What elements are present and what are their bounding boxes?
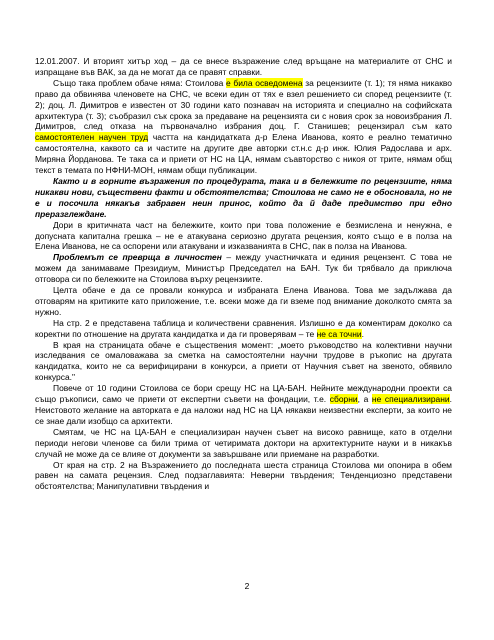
highlight-informed: е била осведомена xyxy=(226,77,303,88)
paragraph-11: От края на стр. 2 на Възражението до последната шеста страница Стоилова ми опонира в обем равен на самата рецензия. След подзаглавията: Неверни твърдения; Тенденциозно представени обстоятелства; Манипулативни твърдения и xyxy=(35,459,452,492)
highlight-independent-work: самостоятелен научен труд xyxy=(35,132,149,143)
highlight-not-specialized: не специализирани xyxy=(371,394,450,405)
paragraph-1: 12.01.2007. И вторият хитър ход – да се внесе възражение след връщане на материалите от СНС и изпращане във ВАК, за да не могат да се правят справки. xyxy=(35,56,452,77)
highlight-collective: сборни xyxy=(329,394,358,405)
paragraph-5: Проблемът се преврща в личностен – между участничката и единия рецензент. С това не можем да занимаваме Президиум, Министър Председател на БАН. Тук би трябвало да приключа отговора си по бележките на Стоилова върху рецензиите. xyxy=(35,252,452,285)
page-number: 2 xyxy=(244,581,250,591)
paragraph-6: Целта обаче е да се провали конкурса и избраната Елена Иванова. Това ме задължава да отговарям на критиките като приложение, т.е. всеки може да ги вземе под внимание доколкото смята за нужно. xyxy=(35,285,452,317)
paragraph-10: Смятам, че НС на ЦА-БАН е специализиран научен съвет на високо равнище, като в отделни периоди негови членове са били трима от четиримата доктори на архитектурните науки и в никакъв случай не може да се влияе от документи за завършване или приемане на разработки. xyxy=(35,426,452,459)
highlight-not-accurate: не са точни xyxy=(316,328,362,339)
paragraph-9: Повече от 10 години Стоилова се бори срещу НС на ЦА-БАН. Нейните международни проекти са също ръкописи, само че приети от експертни съвети на фондации, т.е. сборни, а не специализирани. Неистовото желание на авторката е да наложи над НС на ЦА някакви неизвестни експерти, за които не се знае дали изобщо са архитекти. xyxy=(35,383,452,426)
paragraph-3-emphasis: Както и в горните възражения по процедурата, така и в бележките по рецензиите, няма никакви нови, съществени факти и обстоятелства; Стоилова не само не е обосновала, но не е и посочила някакъв забравен неин принос, който да й даде предимство при едно преразглеждане. xyxy=(35,175,452,219)
paragraph-8: В края на страницата обаче е съществения момент: „моето ръководство на колективни научни изследвания се омаловажава за сметка на самостоятелни научни трудове в ръкопис на другата кандидатка, които не са верифицирани в конкурси, а приети от Научния съвет на звеното, обявило конкурса." xyxy=(35,339,452,383)
paragraph-2: Също така проблем обаче няма: Стоилова е била осведомена за рецензиите (т. 1); тя няма никакво право да обвинява членовете на СНС, че всеки един от тях е взел решението си според рецензиите (т. 2); доц. Л. Димитров е известен от 30 години като познавач на историята и специално на софийската архитектура (т. 3); съобразил сък срока за предаване на рецензията си с новия срок за новоизбрания Л. Димитров, след отказа на първоначално избрания доц. Г. Станишев; рецензирал съм като самостоятелен научен труд частта на кандидатката д-р Елена Иванова, която е реално тематично самостоятелна, каквото са и частите на другите две авторки ст.н.с д-р инж. Юлия Радослава и арх. Миряна Йорданова. Те така са и приети от НС на ЦА, нямам съавторство с никоя от трите, нямам общ текст в темата по НФНИ-МОН, нямам общи публикации. xyxy=(35,77,452,176)
emphasis-personal-problem: Проблемът се преврща в личностен xyxy=(53,252,222,263)
paragraph-4: Дори в критичната част на бележките, които при това положение е безмислена и ненужна, е допусната капитална грешка – не е атакувана сериозно другата рецензия, която също е в полза на Елена Иванова, не са оспорени или атакувани и изказванията в СНС, пак в полза на Иванова. xyxy=(35,219,452,252)
paragraph-7: На стр. 2 е представена таблица и количествени сравнения. Излишно е да коментирам доколко са коректни по отношение на другата кандидатка и да ги проверявам – те не са точни. xyxy=(35,317,452,339)
